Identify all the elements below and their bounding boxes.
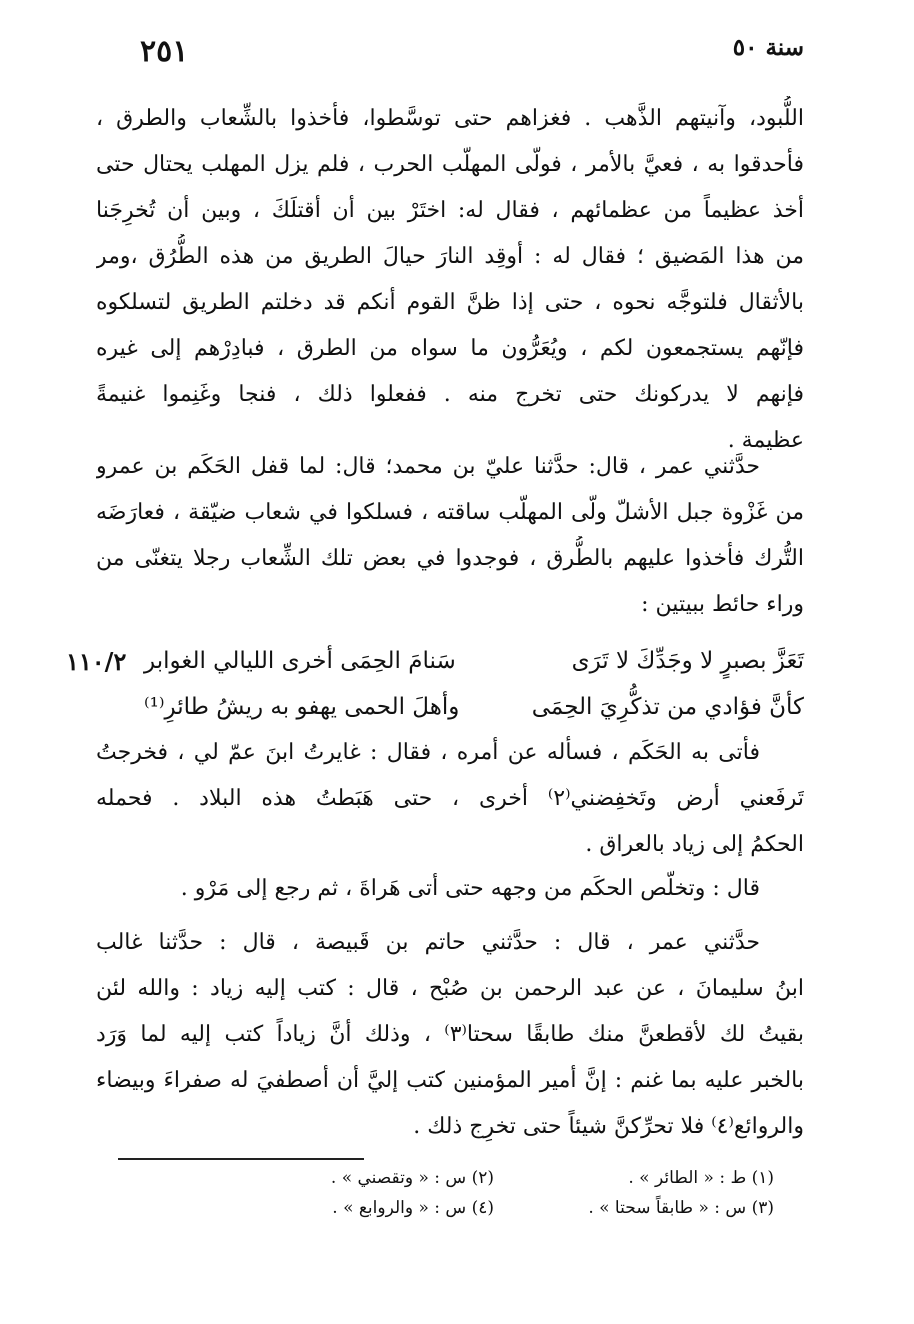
text-line: حدَّثني عمر ، قال : حدَّثني حاتم بن قَبيصة ، قال : حدَّثنا غالب bbox=[96, 930, 760, 955]
text-line: قال : وتخلّص الحكَم من وجهه حتى أتى هَراةَ ، ثم رجع إلى مَرْو . bbox=[180, 876, 760, 901]
text-line: فأتى به الحَكَم ، فسأله عن أمره ، فقال : غايرتُ ابنَ عمّ لي ، فخرجتُ bbox=[96, 740, 760, 765]
running-header-year: سنة ٥٠ bbox=[732, 34, 804, 61]
text-line: حدَّثني عمر ، قال: حدَّثنا عليّ بن محمد؛ قال: لما قفل الحَكَم بن عمرو bbox=[96, 454, 760, 479]
text-line: الحكمُ إلى زياد بالعراق . bbox=[585, 832, 804, 857]
footnote-rule bbox=[118, 1158, 364, 1160]
text-line: ابنُ سليمانَ ، عن عبد الرحمن بن صُبْح ، قال : كتب إليه زياد : والله لئن bbox=[96, 976, 804, 1001]
text-line: تَرفَعني أرض وتَخفِضني⁽٢⁾ أخرى ، حتى هَبَطتُ هذه البلاد . فحمله bbox=[96, 786, 804, 811]
text-line: من هذا المَضيق ؛ فقال له : أوقِد النارَ حيالَ الطريق من هذه الطُّرُق ،ومر bbox=[96, 244, 804, 269]
footnote-2: (٢) س : « وتقصني » . bbox=[330, 1168, 494, 1188]
text-line: وراء حائط ببيتين : bbox=[641, 592, 804, 617]
text-line: من غَزْوة جبل الأشلّ ولّى المهلّب ساقته ، فسلكوا في شعاب ضيّقة ، فعارَضَه bbox=[96, 500, 804, 525]
text-line: عظيمة . bbox=[727, 428, 804, 453]
text-line: فأحدقوا به ، فعيَّ بالأمر ، فولّى المهلّب الحرب ، فلم يزل المهلب يحتال حتى bbox=[96, 152, 804, 177]
paragraph-1 bbox=[96, 96, 804, 464]
verse-line bbox=[144, 638, 804, 684]
paragraph-3 bbox=[96, 730, 804, 868]
paragraph-2 bbox=[96, 444, 804, 628]
text-line: أخذ عظيماً من عظمائهم ، فقال له: اختَرْ بين أن أقتلَكَ ، وبين أن تُخرِجَنا bbox=[96, 198, 804, 223]
text-line: فإنهم لا يدركونك حتى تخرج منه . ففعلوا ذلك ، فنجا وغَنِموا غنيمةً bbox=[96, 382, 804, 407]
page-number: ٢٥١ bbox=[140, 34, 189, 69]
text-line: اللُّبود، وآنيتهم الذَّهب . فغزاهم حتى توسَّطوا، فأخذوا بالشِّعاب والطرق ، bbox=[96, 106, 804, 131]
verse-hemistich-left: وأهلَ الحمى يهفو به ريشُ طائرِ⁽¹⁾ bbox=[144, 694, 460, 720]
verse-hemistich-left: سَنامَ الحِمَى أخرى الليالي الغوابر bbox=[144, 648, 456, 674]
footnote-4: (٤) س : « والروابع » . bbox=[332, 1198, 494, 1218]
paragraph-4 bbox=[96, 866, 804, 912]
footnote-3: (٣) س : « طابقاً سحتا » . bbox=[588, 1198, 774, 1218]
text-line: التُّرك فأخذوا عليهم بالطُّرق ، فوجدوا في بعض تلك الشِّعاب رجلا يتغنّى من bbox=[96, 546, 804, 571]
verse-line bbox=[144, 684, 804, 730]
footnote-1: (١) ط : « الطائر » . bbox=[628, 1168, 774, 1188]
text-line: بالأثقال فلتوجَّه نحوه ، حتى إذا ظنَّ القوم أنكم قد دخلتم الطريق لتسلكوه bbox=[96, 290, 804, 315]
text-line: بقيتُ لك لأقطعنَّ منك طابقًا سحتا⁽٣⁾ ، وذلك أنَّ زياداً كتب إليه لما وَرَد bbox=[96, 1022, 804, 1047]
paragraph-5 bbox=[96, 920, 804, 1150]
verse-hemistich-right: تَعَزَّ بصبرٍ لا وجَدِّكَ لا تَرَى bbox=[571, 648, 804, 674]
text-line: فإنّهم يستجمعون لكم ، ويُعَرُّون ما سواه من الطرق ، فبادِرْهم إلى غيره bbox=[96, 336, 804, 361]
verse-hemistich-right: كأنَّ فؤادي من تذكُّرِيَ الحِمَى bbox=[531, 694, 804, 720]
text-line: والروائع⁽٤⁾ فلا تحرِّكنَّ شيئاً حتى تخرِج ذلك . bbox=[413, 1114, 804, 1139]
text-line: بالخبر عليه بما غنم : إنَّ أمير المؤمنين كتب إليَّ أن أصطفيَ له صفراءَ وبيضاء bbox=[96, 1068, 804, 1093]
margin-reference: ١١٠/٢ bbox=[66, 647, 127, 676]
